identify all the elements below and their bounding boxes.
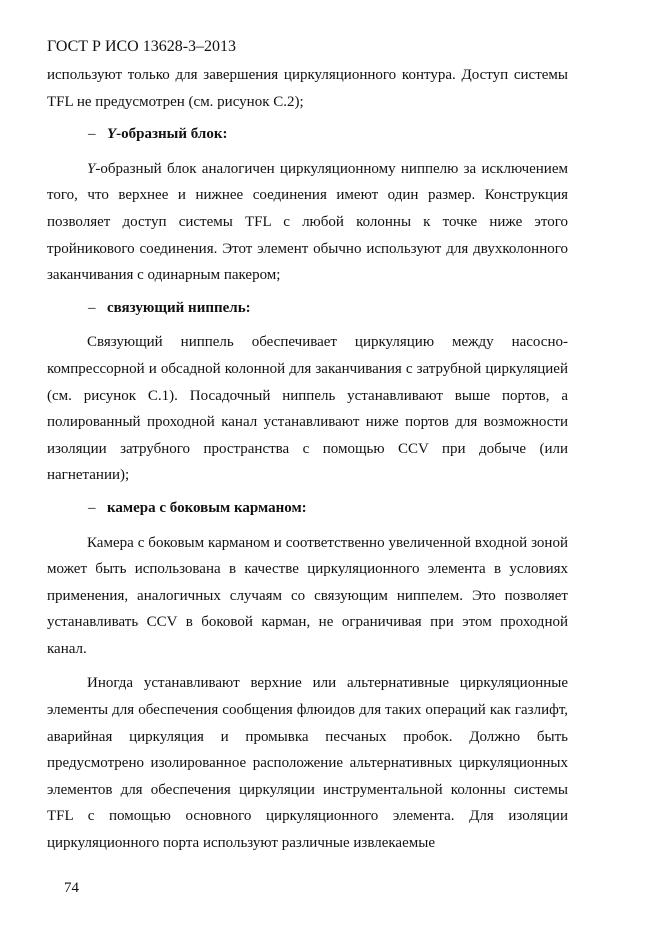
paragraph-alternative-elements: Иногда устанавливают верхние или альтернативные циркуляционные элементы для обеспечения сообщения флюидов для таких операций как газлифт, аварийная циркуляция и промывка песчаных пробок. Должно быть предусмотрено изолированное расположение альтернативных циркуляционных элементов для обеспечения циркуляции инструментальной колонны системы TFL с помощью основного циркуляционного элемента. Для изоляции циркуляционного порта используют различные извлекаемые	[47, 675, 568, 852]
paragraph-intro: используют только для завершения циркуляционного контура. Доступ системы TFL не предусмотрен (см. рисунок С.2);	[47, 67, 568, 110]
paragraph-side-pocket: Камера с боковым карманом и соответственно увеличенной входной зоной может быть использована в качестве циркуляционного элемента в условиях применения, аналогичных случаям со связующим ниппелем. Это позволяет устанавливать CCV в боковой карман, не ограничивая при этом проходной канал.	[47, 534, 568, 657]
paragraph-connecting-nipple: Связующий ниппель обеспечивает циркуляцию между насосно-компрессорной и обсадной колонной для заканчивания с затрубной циркуляцией (см. рисунок С.1). Посадочный ниппель устанавливают выше портов, а полированный проходной канал устанавливают ниже портов для возможности изоляции затрубного пространства с помощью CCV при добыче (или нагнетании);	[47, 334, 568, 484]
bullet-heading	[107, 121, 227, 148]
bullet-side-pocket	[47, 495, 568, 522]
bullet-connecting-nipple	[47, 295, 568, 322]
bullet-heading-text: связующий ниппель:	[107, 299, 251, 316]
bullet-heading-italic: Y	[107, 126, 117, 143]
paragraph-y-block	[47, 156, 568, 289]
paragraph-italic-letter: Y	[87, 160, 96, 177]
paragraph-y-block-text: -образный блок аналогичен циркуляционному ниппелю за исключением того, что верхнее и нижнее соединения имеют один размер. Конструкция позволяет доступ системы TFL с любой колонны к точке ниже этого тройникового соединения. Этот элемент обычно используют для двухколонного заканчивания с одинарным пакером;	[47, 160, 568, 284]
bullet-dash: –	[88, 126, 96, 143]
page-number: 74	[64, 880, 79, 896]
bullet-y-block	[47, 121, 568, 148]
bullet-dash: –	[88, 299, 96, 316]
document-header: ГОСТ Р ИСО 13628-3–2013	[47, 38, 237, 55]
bullet-heading-text: -образный блок:	[116, 126, 228, 143]
bullet-heading-text: камера с боковым карманом:	[107, 499, 307, 516]
bullet-dash: –	[88, 499, 96, 516]
paragraph-spacer	[47, 662, 568, 670]
document-body	[47, 62, 568, 857]
